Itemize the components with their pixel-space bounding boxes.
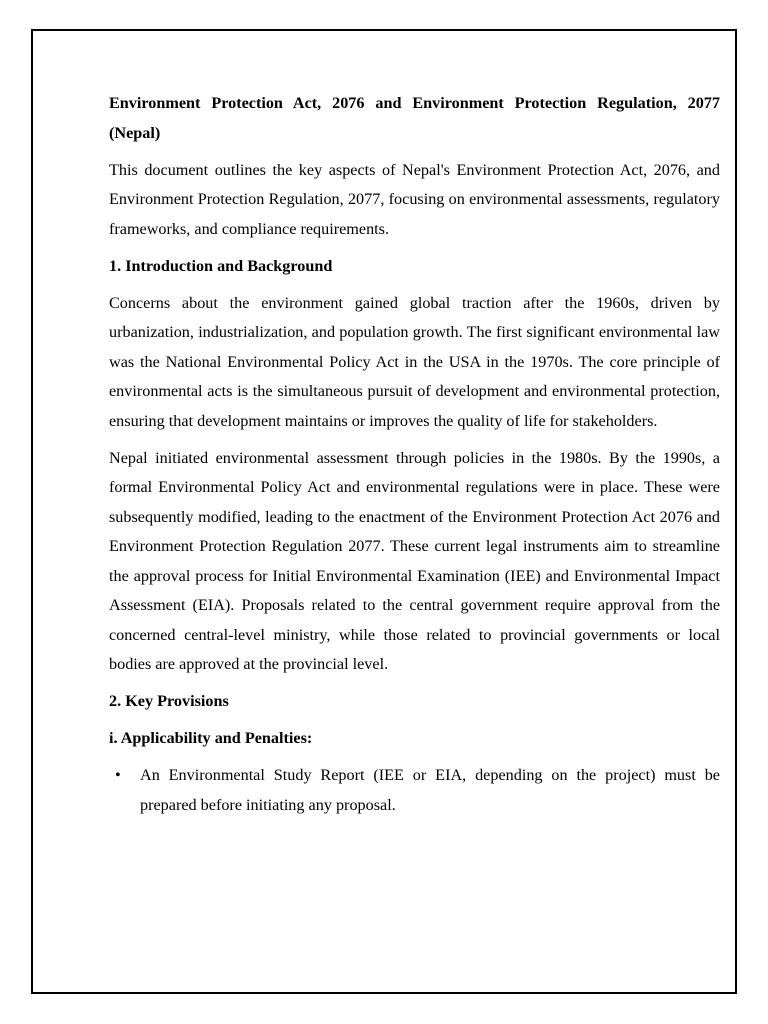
subheading-applicability: i. Applicability and Penalties: (109, 729, 313, 747)
paragraph: Concerns about the environment gained global traction after the 1960s, driven by urbanization, industrialization, and population growth. The first significant environmental law was the National Environmental Policy Act in the USA in the 1970s. The core principle of environmental acts is the simultaneous pursuit of development and environmental protection, ensuring that development maintains or improves the quality of life for stakeholders. (109, 293, 720, 430)
document-title: Environment Protection Act, 2076 and Environment Protection Regulation, 2077 (Nepal) (109, 94, 720, 142)
bullet-list (109, 761, 720, 820)
section-heading-key-provisions: 2. Key Provisions (109, 692, 229, 710)
list-item (109, 761, 720, 820)
bullet-icon: • (115, 766, 121, 784)
list-item-text: An Environmental Study Report (IEE or EIA, depending on the project) must be prepared before initiating any proposal. (140, 766, 720, 814)
paragraph: Nepal initiated environmental assessment through policies in the 1980s. By the 1990s, a formal Environmental Policy Act and environmental regulations were in place. These were subsequently modified, leading to the enactment of the Environment Protection Act 2076 and Environment Protection Regulation 2077. These current legal instruments aim to streamline the approval process for Initial Environmental Examination (IEE) and Environmental Impact Assessment (EIA). Proposals related to the central government require approval from the concerned central-level ministry, while those related to provincial governments or local bodies are approved at the provincial level. (109, 448, 720, 673)
document-body (109, 89, 720, 820)
intro-paragraph: This document outlines the key aspects of Nepal's Environment Protection Act, 2076, and Environment Protection Regulation, 2077, focusing on environmental assessments, regulatory frameworks, and compliance requirements. (109, 160, 720, 238)
section-heading-introduction: 1. Introduction and Background (109, 256, 333, 275)
